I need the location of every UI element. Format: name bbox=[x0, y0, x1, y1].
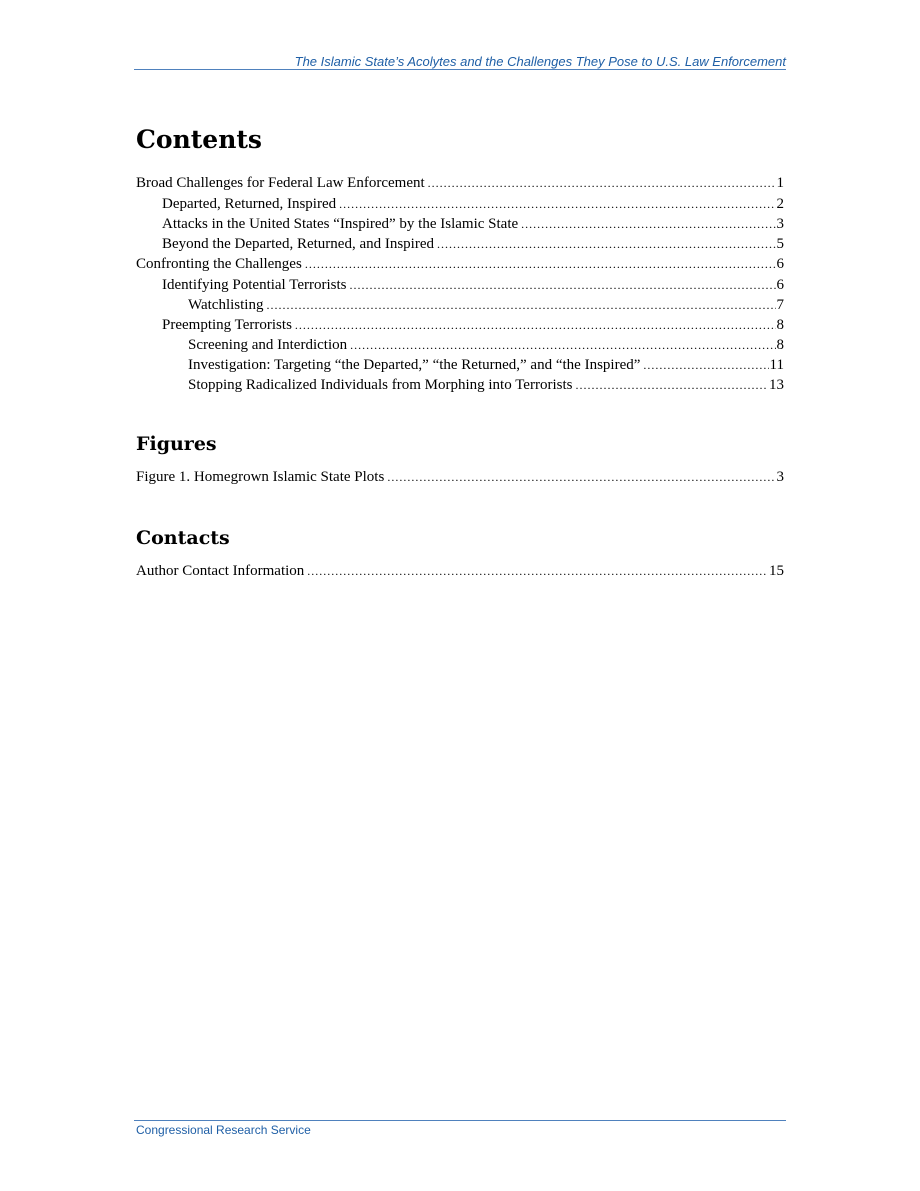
toc-dot-leader bbox=[350, 335, 775, 355]
running-header: The Islamic State’s Acolytes and the Challenges They Pose to U.S. Law Enforcement bbox=[294, 54, 786, 69]
toc-dot-leader bbox=[339, 194, 775, 214]
toc-entry-page: 5 bbox=[776, 236, 784, 252]
toc-entry-title: Attacks in the United States “Inspired” by the Islamic State bbox=[162, 216, 519, 232]
toc-entry[interactable] bbox=[136, 275, 784, 295]
toc-entry-page: 2 bbox=[776, 196, 784, 212]
toc-dot-leader bbox=[428, 173, 776, 193]
toc-dot-leader bbox=[521, 214, 775, 234]
toc-entry[interactable] bbox=[136, 194, 784, 214]
toc-entry-page: 13 bbox=[769, 377, 784, 393]
toc-entry-title: Watchlisting bbox=[188, 297, 264, 313]
toc-entry[interactable] bbox=[136, 375, 784, 395]
toc-entry-title: Departed, Returned, Inspired bbox=[162, 196, 337, 212]
toc-entry-page: 3 bbox=[776, 216, 784, 232]
toc-entry-title: Beyond the Departed, Returned, and Inspired bbox=[162, 236, 434, 252]
toc-entry-page: 7 bbox=[776, 297, 784, 313]
toc-entry-title: Investigation: Targeting “the Departed,” “the Returned,” and “the Inspired” bbox=[188, 357, 641, 373]
toc-entry[interactable] bbox=[136, 355, 784, 375]
toc-entry[interactable] bbox=[136, 214, 784, 234]
toc-entry-title: Preempting Terrorists bbox=[162, 317, 292, 333]
toc-dot-leader bbox=[387, 467, 775, 487]
toc-entry-page: 8 bbox=[776, 317, 784, 333]
contents-list bbox=[136, 173, 784, 395]
toc-entry[interactable] bbox=[136, 234, 784, 254]
toc-entry-page: 1 bbox=[776, 175, 784, 191]
toc-entry-page: 6 bbox=[776, 256, 784, 272]
contacts-heading: Contacts bbox=[136, 527, 230, 549]
toc-entry-title: Author Contact Information bbox=[136, 563, 305, 579]
toc-entry-page: 11 bbox=[769, 357, 784, 373]
toc-entry-title: Confronting the Challenges bbox=[136, 256, 302, 272]
footer-rule bbox=[134, 1120, 786, 1121]
toc-entry-title: Figure 1. Homegrown Islamic State Plots bbox=[136, 469, 385, 485]
toc-entry-page: 8 bbox=[776, 337, 784, 353]
toc-entry-title: Stopping Radicalized Individuals from Morphing into Terrorists bbox=[188, 377, 573, 393]
toc-dot-leader bbox=[349, 275, 775, 295]
running-footer: Congressional Research Service bbox=[136, 1123, 311, 1137]
toc-entry-page: 3 bbox=[776, 469, 784, 485]
figures-heading: Figures bbox=[136, 433, 217, 455]
toc-entry-title: Identifying Potential Terrorists bbox=[162, 277, 347, 293]
toc-dot-leader bbox=[643, 355, 768, 375]
toc-dot-leader bbox=[305, 254, 776, 274]
toc-entry[interactable] bbox=[136, 467, 784, 487]
toc-entry[interactable] bbox=[136, 335, 784, 355]
toc-entry[interactable] bbox=[136, 295, 784, 315]
toc-entry[interactable] bbox=[136, 173, 784, 193]
toc-entry[interactable] bbox=[136, 254, 784, 274]
header-rule bbox=[134, 69, 786, 70]
contents-heading: Contents bbox=[136, 125, 263, 154]
toc-entry[interactable] bbox=[136, 315, 784, 335]
toc-dot-leader bbox=[266, 295, 775, 315]
toc-entry-title: Broad Challenges for Federal Law Enforcement bbox=[136, 175, 425, 191]
toc-entry-page: 15 bbox=[769, 563, 784, 579]
toc-entry-page: 6 bbox=[776, 277, 784, 293]
toc-entry-title: Screening and Interdiction bbox=[188, 337, 348, 353]
contacts-list bbox=[136, 561, 784, 581]
toc-dot-leader bbox=[575, 375, 768, 395]
toc-dot-leader bbox=[295, 315, 776, 335]
toc-dot-leader bbox=[437, 234, 776, 254]
toc-entry[interactable] bbox=[136, 561, 784, 581]
figures-list bbox=[136, 467, 784, 487]
toc-dot-leader bbox=[307, 561, 768, 581]
